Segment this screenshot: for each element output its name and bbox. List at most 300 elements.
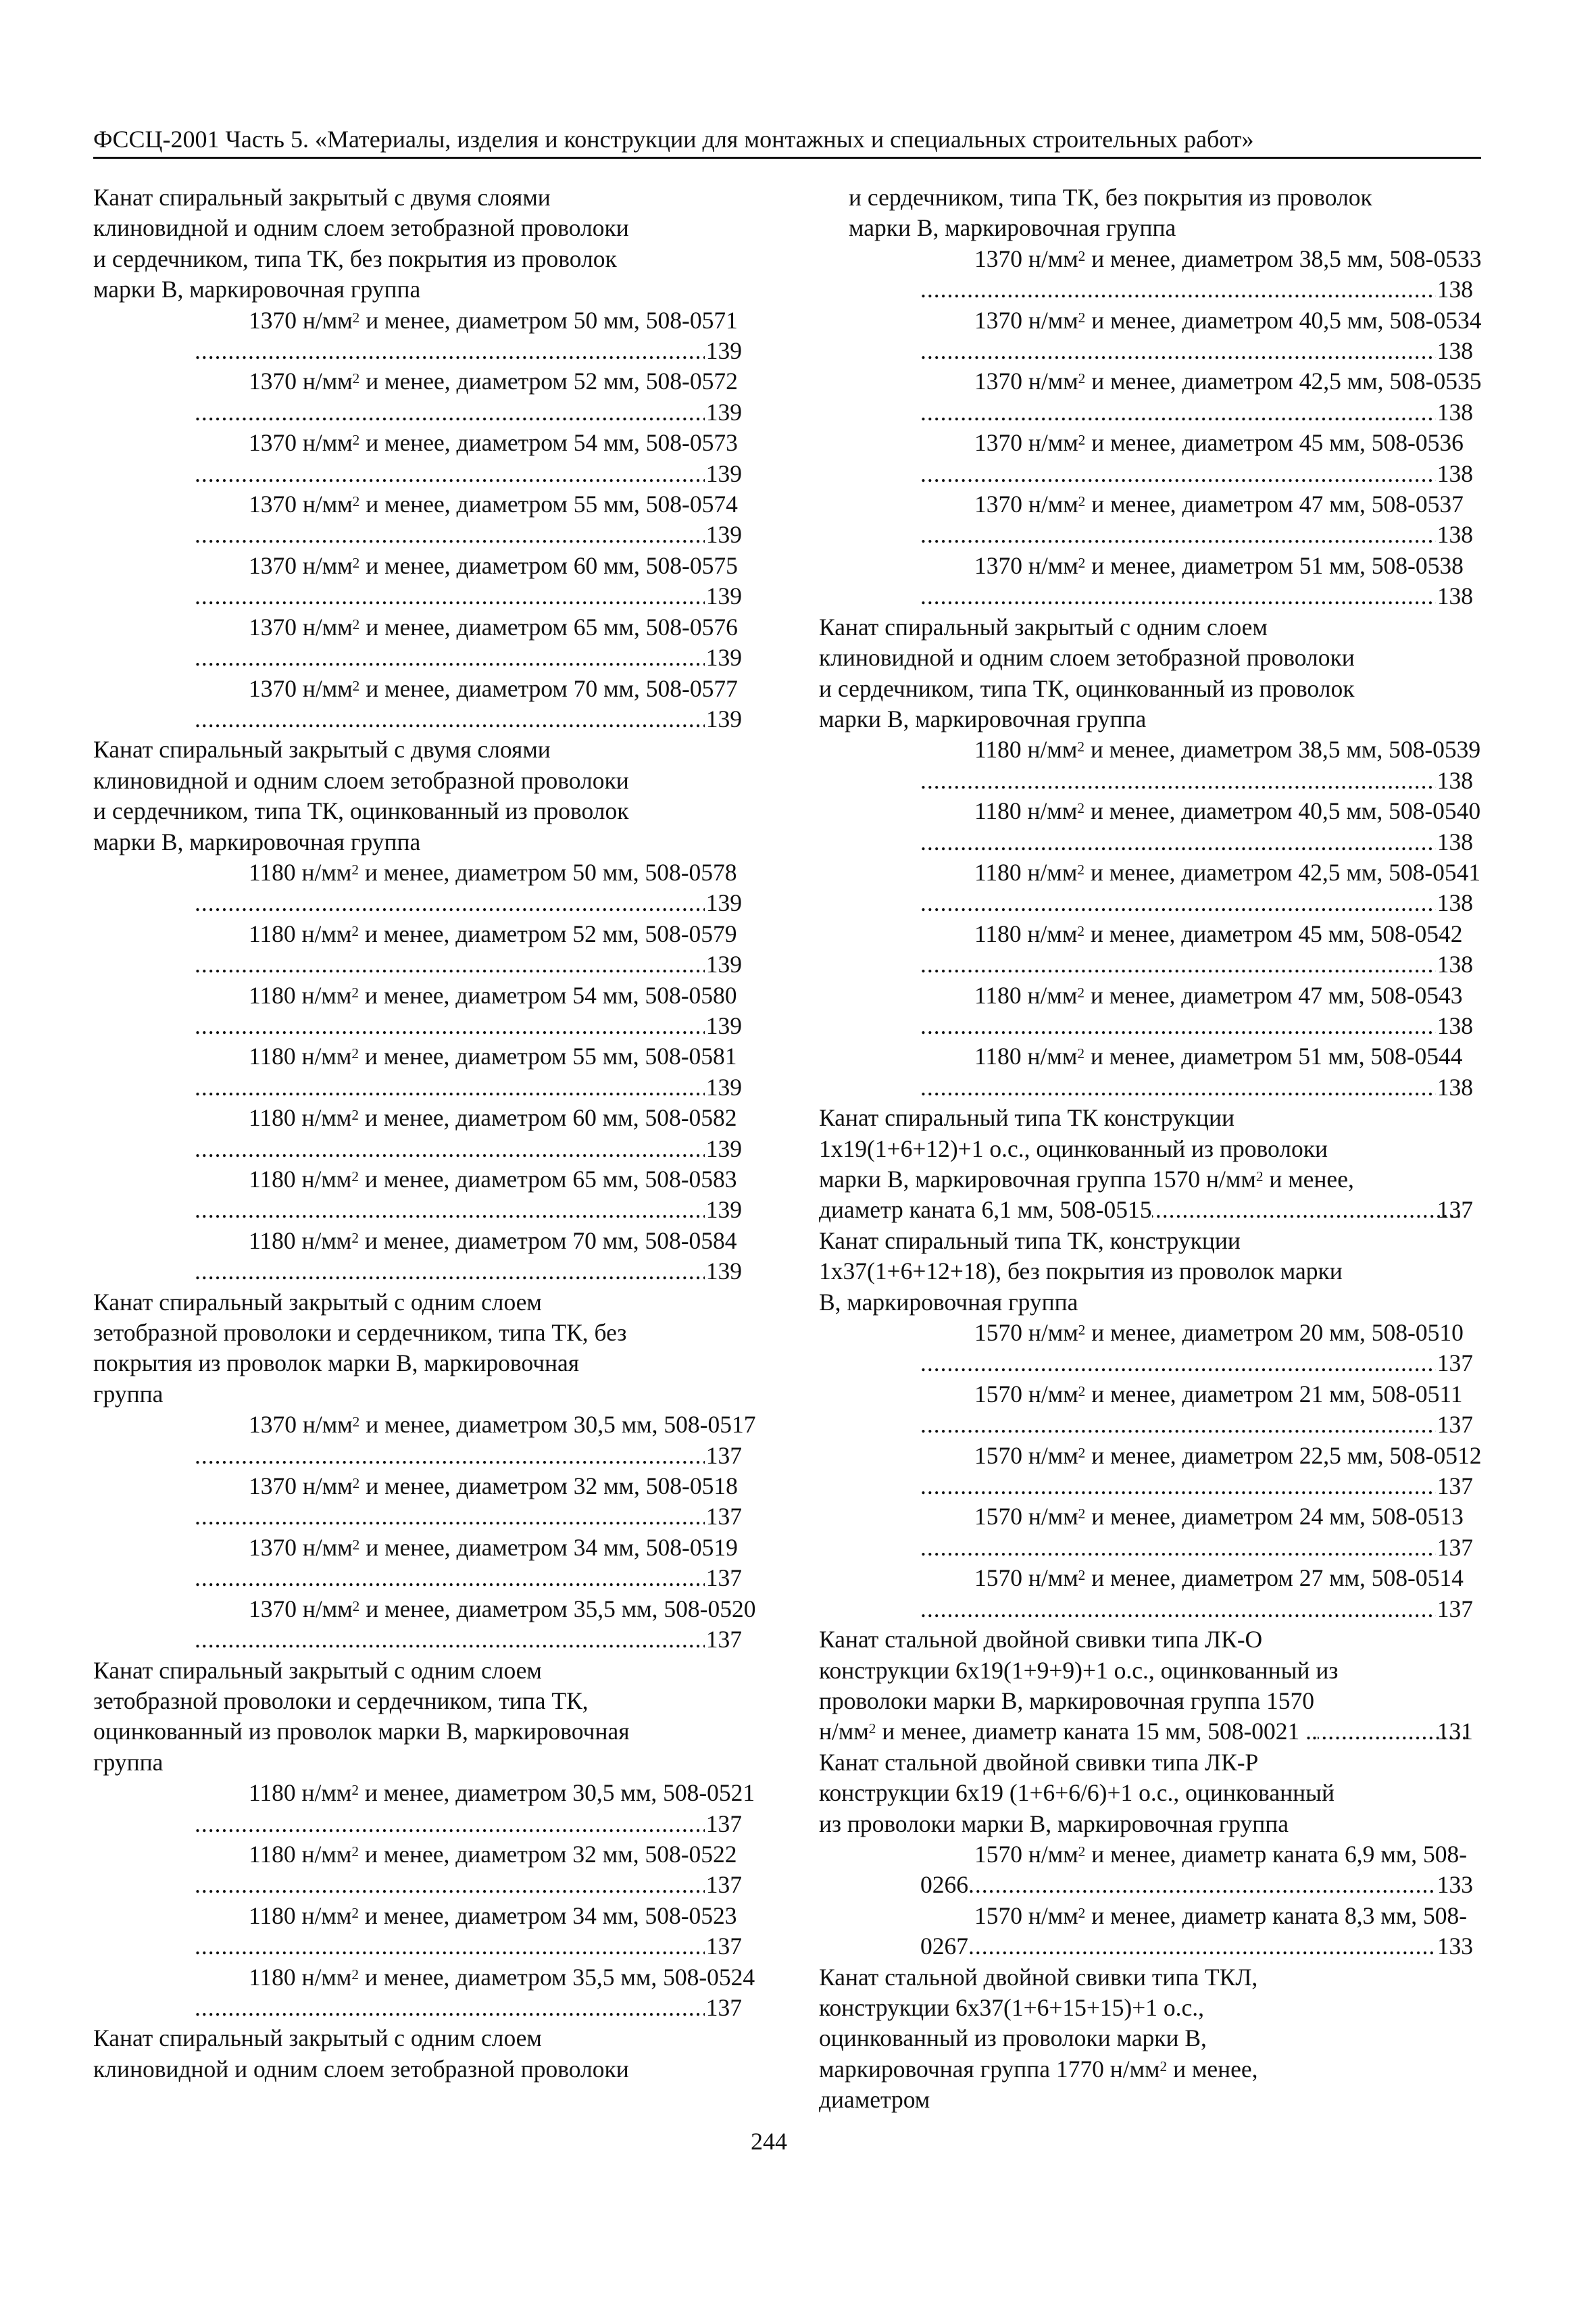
- heading-line: из проволоки марки В, маркировочная группа: [819, 1810, 1289, 1837]
- superscript-2: 2: [352, 1475, 360, 1492]
- leader-dots: [920, 1011, 1436, 1041]
- entry-page-line: [920, 397, 1473, 428]
- superscript-2: 2: [352, 370, 360, 387]
- superscript-2: 2: [351, 922, 359, 939]
- entry-text: 1570 $н/мм^2$ и менее, диаметром 20 мм, 508-0510: [974, 1319, 1464, 1347]
- superscript-2: 2: [352, 432, 360, 449]
- entry-page-line: [195, 1072, 742, 1103]
- heading-line: конструкции 6x19 (1+6+6/6)+1 о.с., оцинкованный: [819, 1779, 1335, 1807]
- page-ref: 137: [705, 1993, 742, 2021]
- page-ref: 137: [705, 1810, 742, 1837]
- superscript-2: 2: [1078, 247, 1086, 264]
- entry-page-line: [195, 1993, 742, 2023]
- entry-text: 1570 $н/мм^2$ и менее, диаметром 24 мм, 508-0513: [974, 1503, 1464, 1530]
- leader-dots: [195, 1072, 705, 1103]
- entry-page-line: [920, 459, 1473, 489]
- list-item: [819, 735, 1481, 796]
- list-item: [819, 551, 1473, 612]
- heading-line: марки В, маркировочная группа: [819, 705, 1147, 732]
- entry-text: 1370 $н/мм^2$ и менее, диаметром 55 мм, 508-0574: [249, 491, 738, 518]
- page-ref: 137: [1437, 1411, 1473, 1439]
- page-ref: 138: [1437, 1012, 1473, 1039]
- section-heading: [93, 182, 742, 305]
- superscript-2: 2: [1078, 432, 1086, 449]
- entry-page-line: [195, 1870, 742, 1900]
- superscript-2: 2: [352, 1597, 360, 1614]
- entry-text: 1370 $н/мм^2$ и менее, диаметром 38,5 мм, 508-0533: [974, 245, 1482, 272]
- page-ref: 138: [1437, 766, 1473, 794]
- entry-code-cont: 0266: [920, 1871, 968, 1899]
- list-item: [819, 1441, 1482, 1502]
- superscript-2: 2: [351, 861, 359, 878]
- entry-text: 1180 $н/мм^2$ и менее, диаметром 38,5 мм, 508-0539: [974, 736, 1481, 764]
- section-heading: [819, 1103, 1473, 1226]
- page-ref: 131: [1437, 1718, 1473, 1745]
- entry-page-line: [920, 1348, 1473, 1378]
- page-ref: 139: [705, 644, 742, 672]
- superscript-2: 2: [1078, 309, 1086, 326]
- heading-line: и сердечником, типа ТК, оцинкованный из проволок: [819, 674, 1355, 702]
- leader-dots: [1152, 1195, 1466, 1225]
- entry-text: 1570 $н/мм^2$ и менее, диаметр каната 6,9 мм, 508-: [974, 1840, 1468, 1868]
- leader-dots: [920, 766, 1436, 796]
- list-item: [819, 1839, 1473, 1901]
- list-item: [93, 1041, 742, 1103]
- list-item: [93, 1226, 742, 1287]
- entry-page-line: [920, 766, 1473, 796]
- page-number: 244: [751, 2128, 787, 2155]
- entry-text: 1180 $н/мм^2$ и менее, диаметром 30,5 мм, 508-0521: [249, 1779, 755, 1807]
- leader-dots: [920, 1410, 1436, 1440]
- section-heading: [819, 1624, 1473, 1747]
- entry-text: 1370 $н/мм^2$ и менее, диаметром 52 мм, 508-0572: [249, 368, 738, 395]
- superscript-2: 2: [352, 1414, 360, 1430]
- leader-dots: [920, 1471, 1436, 1501]
- heading-line: марки В, маркировочная группа: [849, 214, 1176, 242]
- leader-dots: [920, 459, 1436, 489]
- heading-line: клиновидной и одним слоем зетобразной проволоки: [93, 766, 629, 794]
- page-ref: 137: [1437, 1196, 1473, 1224]
- page-ref: 138: [1437, 951, 1473, 978]
- superscript-2: 2: [352, 677, 360, 694]
- list-item: [93, 1533, 742, 1594]
- entry-page-line: [195, 1931, 742, 1962]
- leader-dots: [195, 704, 705, 735]
- superscript-2: 2: [351, 984, 359, 1001]
- entry-page-line: [195, 581, 742, 612]
- page-ref: 139: [705, 705, 742, 732]
- entry-page-line: [195, 888, 742, 918]
- page-ref: 138: [1437, 276, 1473, 303]
- list-item: [819, 980, 1473, 1042]
- entry-page-line: [195, 1501, 742, 1532]
- heading-line: зетобразной проволоки и сердечником, типа ТК, без: [93, 1319, 627, 1347]
- entry-page-line: [920, 949, 1473, 980]
- page-ref: 138: [1437, 828, 1473, 855]
- list-item: [819, 1041, 1473, 1103]
- heading-line: и сердечником, типа ТК, без покрытия из проволок: [93, 245, 617, 272]
- list-item: [93, 305, 742, 367]
- page-ref: 138: [1437, 459, 1473, 487]
- superscript-2: 2: [351, 1966, 359, 1983]
- entry-page-line: [920, 520, 1473, 550]
- superscript-2: 2: [351, 1107, 359, 1124]
- section-heading: [819, 612, 1473, 735]
- superscript-2: 2: [351, 1843, 359, 1860]
- list-item: [93, 1839, 742, 1901]
- entry-page-line: [195, 1441, 742, 1471]
- page-ref: 137: [705, 1503, 742, 1530]
- leader-dots: [920, 888, 1436, 918]
- entry-page-line: [195, 520, 742, 550]
- page-ref: 137: [1437, 1595, 1473, 1622]
- page-ref: 137: [705, 1441, 742, 1469]
- entry-text: 1180 $н/мм^2$ и менее, диаметром 65 мм, 508-0583: [249, 1166, 737, 1193]
- leader-dots: [195, 1195, 705, 1225]
- page-ref: 139: [705, 398, 742, 426]
- left-column: [93, 182, 756, 2085]
- leader-dots: [195, 581, 705, 612]
- leader-dots: [195, 520, 705, 550]
- entry-text: 1180 $н/мм^2$ и менее, диаметром 54 мм, 508-0580: [249, 981, 737, 1009]
- entry-page-line: [195, 1195, 742, 1225]
- list-item: [93, 1471, 742, 1533]
- superscript-2: 2: [1159, 2058, 1168, 2074]
- heading-line: проволоки марки В, маркировочная группа 1570: [819, 1687, 1315, 1714]
- list-item: [93, 1778, 755, 1839]
- list-item: [819, 1901, 1473, 1962]
- heading-line: Канат спиральный закрытый с одним слоем: [93, 1656, 542, 1684]
- leader-dots: [195, 643, 705, 673]
- superscript-2: 2: [352, 309, 360, 326]
- heading-line-with-page: [819, 1716, 1473, 1747]
- entry-text: 1180 $н/мм^2$ и менее, диаметром 60 мм, 508-0582: [249, 1104, 737, 1132]
- entry-page-line: [920, 827, 1473, 857]
- heading-line: Канат спиральный закрытый с одним слоем: [819, 613, 1268, 641]
- list-item: [819, 1379, 1473, 1441]
- entry-page-line: [195, 1134, 742, 1164]
- heading-line: маркировочная группа 1770 $н/мм^2$ и менее,: [819, 2055, 1258, 2083]
- leader-dots: [195, 1256, 705, 1287]
- entry-page-line: [920, 1870, 1473, 1900]
- leader-dots: [195, 1809, 705, 1839]
- entry-text: 1180 $н/мм^2$ и менее, диаметром 52 мм, 508-0579: [249, 920, 737, 947]
- heading-line: Канат спиральный типа ТК, конструкции: [819, 1226, 1241, 1254]
- superscript-2: 2: [352, 554, 360, 571]
- entry-page-line: [195, 949, 742, 980]
- list-item: [93, 428, 742, 489]
- entry-page-line: [195, 643, 742, 673]
- leader-dots: [920, 949, 1436, 980]
- entry-text: 1370 $н/мм^2$ и менее, диаметром 60 мм, 508-0575: [249, 551, 738, 579]
- superscript-2: 2: [1078, 1444, 1086, 1461]
- entry-text: 1570 $н/мм^2$ и менее, диаметр каната 8,3 мм, 508-: [974, 1901, 1468, 1929]
- leader-dots: [920, 1072, 1436, 1103]
- entry-text: 1370 $н/мм^2$ и менее, диаметром 35,5 мм, 508-0520: [249, 1595, 756, 1622]
- page-ref: 139: [705, 951, 742, 978]
- leader-dots: [195, 1931, 705, 1962]
- heading-line: клиновидной и одним слоем зетобразной проволоки: [93, 2055, 629, 2083]
- entry-page-line: [920, 274, 1473, 305]
- heading-line: клиновидной и одним слоем зетобразной проволоки: [819, 644, 1355, 672]
- entry-text: 1370 $н/мм^2$ и менее, диаметром 32 мм, 508-0518: [249, 1472, 738, 1500]
- list-item: [93, 1164, 742, 1226]
- page-ref: 139: [705, 1135, 742, 1162]
- leader-dots: [195, 1441, 705, 1471]
- entry-text: 1180 $н/мм^2$ и менее, диаметром 70 мм, 508-0584: [249, 1226, 737, 1254]
- page-ref: 139: [705, 889, 742, 917]
- leader-dots: [920, 827, 1436, 857]
- superscript-2: 2: [1078, 1322, 1086, 1339]
- list-item: [819, 366, 1482, 428]
- list-item: [819, 796, 1481, 857]
- entry-page-line: [920, 581, 1473, 612]
- heading-line: покрытия из проволок марки В, маркировочная: [93, 1349, 580, 1377]
- list-item: [93, 1103, 742, 1164]
- superscript-2: 2: [351, 1782, 359, 1799]
- heading-line: Канат стальной двойной свивки типа ЛК-О: [819, 1626, 1263, 1653]
- list-item: [819, 1318, 1473, 1379]
- entry-page-line: [920, 1410, 1473, 1440]
- leader-dots: [920, 520, 1436, 550]
- page-ref: 139: [705, 1258, 742, 1285]
- section-heading: [819, 1962, 1473, 2116]
- entry-page-line: [920, 1011, 1473, 1041]
- entry-text: 1370 $н/мм^2$ и менее, диаметром 54 мм, 508-0573: [249, 429, 738, 457]
- entry-text: 1370 $н/мм^2$ и менее, диаметром 40,5 мм, 508-0534: [974, 306, 1482, 334]
- leader-dots: [195, 1624, 705, 1655]
- leader-dots: [920, 581, 1436, 612]
- page-ref: 138: [1437, 889, 1473, 917]
- page-ref: 139: [705, 459, 742, 487]
- heading-line: Канат спиральный закрытый с двумя слоями: [93, 184, 551, 211]
- page-ref: 138: [1437, 1073, 1473, 1101]
- superscript-2: 2: [351, 1045, 359, 1062]
- entry-text: 1180 $н/мм^2$ и менее, диаметром 42,5 мм, 508-0541: [974, 858, 1481, 886]
- list-item: [819, 857, 1481, 919]
- superscript-2: 2: [352, 1536, 360, 1553]
- leader-dots: [920, 1533, 1436, 1563]
- entry-page-line: [920, 1594, 1473, 1624]
- heading-line: Канат спиральный закрытый с одним слоем: [93, 1288, 542, 1316]
- entry-text: 1370 $н/мм^2$ и менее, диаметром 45 мм, 508-0536: [974, 429, 1464, 457]
- heading-line: 1x19(1+6+12)+1 о.с., оцинкованный из проволоки: [819, 1135, 1328, 1162]
- entry-text: 1370 $н/мм^2$ и менее, диаметром 51 мм, 508-0538: [974, 551, 1464, 579]
- entry-page-line: [195, 1011, 742, 1041]
- entry-text: 1180 $н/мм^2$ и менее, диаметром 45 мм, 508-0542: [974, 920, 1463, 947]
- entry-text: 1570 $н/мм^2$ и менее, диаметром 27 мм, 508-0514: [974, 1564, 1464, 1592]
- heading-line: оцинкованный из проволок марки В, маркировочная: [93, 1718, 630, 1745]
- heading-line: зетобразной проволоки и сердечником, типа ТК,: [93, 1687, 589, 1714]
- heading-line: Канат спиральный закрытый с двумя слоями: [93, 736, 551, 764]
- entry-page-line: [195, 704, 742, 735]
- page-ref: 137: [705, 1871, 742, 1899]
- superscript-2: 2: [1078, 370, 1086, 387]
- superscript-2: 2: [1077, 800, 1085, 817]
- section-heading: [819, 182, 1473, 244]
- list-item: [93, 980, 742, 1042]
- superscript-2: 2: [1078, 1843, 1086, 1860]
- entry-text: 1370 $н/мм^2$ и менее, диаметром 65 мм, 508-0576: [249, 613, 738, 641]
- page-ref: 137: [1437, 1349, 1473, 1377]
- entry-page-line: [195, 336, 742, 366]
- list-item: [819, 1501, 1473, 1563]
- leader-dots: [195, 1134, 705, 1164]
- entry-page-line: [920, 336, 1473, 366]
- list-item: [93, 366, 742, 428]
- page-header: [93, 122, 1481, 159]
- list-item: [93, 551, 742, 612]
- entry-page-line: [195, 1809, 742, 1839]
- heading-line: марки В, маркировочная группа: [93, 828, 421, 855]
- heading-line-with-page: [819, 1195, 1473, 1225]
- superscript-2: 2: [352, 493, 360, 510]
- section-heading: [819, 1226, 1473, 1318]
- heading-line: группа: [93, 1380, 164, 1408]
- leader-dots: [195, 397, 705, 428]
- list-item: [93, 612, 742, 674]
- entry-code-cont: 0267: [920, 1933, 968, 1960]
- entry-page-line: [920, 1533, 1473, 1563]
- entry-page-line: [195, 459, 742, 489]
- entry-page-line: [920, 1072, 1473, 1103]
- entry-page-line: [195, 397, 742, 428]
- leader-dots: [195, 888, 705, 918]
- list-item: [93, 1901, 742, 1962]
- page-ref: 139: [705, 1012, 742, 1039]
- superscript-2: 2: [1077, 984, 1085, 1001]
- leader-dots: [195, 336, 705, 366]
- list-item: [819, 1563, 1473, 1624]
- heading-line: Канат стальной двойной свивки типа ЛК-Р: [819, 1748, 1259, 1776]
- heading-line: конструкции 6x19(1+9+9)+1 о.с., оцинкованный из: [819, 1656, 1339, 1684]
- page-ref: 139: [705, 337, 742, 365]
- entry-text: 1370 $н/мм^2$ и менее, диаметром 50 мм, 508-0571: [249, 306, 738, 334]
- leader-dots: [195, 1011, 705, 1041]
- superscript-2: 2: [868, 1720, 876, 1737]
- section-heading: [93, 735, 742, 857]
- list-item: [93, 919, 742, 980]
- superscript-2: 2: [1078, 1383, 1086, 1399]
- leader-dots: [920, 397, 1436, 428]
- header-title: ФССЦ-2001 Часть 5. «Материалы, изделия и конструкции для монтажных и специальных строительных работ»: [93, 126, 1254, 153]
- heading-line: и сердечником, типа ТК, оцинкованный из проволок: [93, 797, 629, 825]
- list-item: [819, 489, 1473, 551]
- entry-text: 1570 $н/мм^2$ и менее, диаметром 21 мм, 508-0511: [974, 1380, 1463, 1408]
- heading-tail-text: диаметр каната 6,1 мм, 508-0515: [819, 1196, 1152, 1224]
- heading-line: и сердечником, типа ТК, без покрытия из проволок: [849, 184, 1372, 211]
- entry-text: 1180 $н/мм^2$ и менее, диаметром 51 мм, 508-0544: [974, 1043, 1463, 1070]
- superscript-2: 2: [1255, 1168, 1264, 1185]
- heading-line: клиновидной и одним слоем зетобразной проволоки: [93, 214, 629, 242]
- heading-line: группа: [93, 1748, 164, 1776]
- page-ref: 137: [1437, 1533, 1473, 1561]
- entry-text: 1180 $н/мм^2$ и менее, диаметром 32 мм, 508-0522: [249, 1840, 737, 1868]
- list-item: [93, 1594, 756, 1656]
- list-item: [819, 919, 1473, 980]
- page-ref: 138: [1437, 398, 1473, 426]
- leader-dots: [195, 949, 705, 980]
- heading-line: конструкции 6x37(1+6+15+15)+1 о.с.,: [819, 1993, 1205, 2021]
- list-item: [93, 489, 742, 551]
- section-heading: [819, 1747, 1473, 1839]
- page-ref: 138: [1437, 337, 1473, 365]
- entry-text: 1370 $н/мм^2$ и менее, диаметром 47 мм, 508-0537: [974, 491, 1464, 518]
- leader-dots: [920, 336, 1436, 366]
- page-ref: 137: [705, 1626, 742, 1653]
- superscript-2: 2: [351, 1168, 359, 1185]
- heading-line: оцинкованный из проволоки марки В,: [819, 2024, 1207, 2052]
- entry-page-line: [920, 1471, 1473, 1501]
- leader-dots: [920, 1594, 1436, 1624]
- leader-dots: [195, 1501, 705, 1532]
- page-ref: 138: [1437, 582, 1473, 610]
- superscript-2: 2: [352, 616, 360, 632]
- list-item: [93, 1410, 756, 1471]
- heading-line: марки В, маркировочная группа: [93, 276, 421, 303]
- list-item: [93, 857, 742, 919]
- page-ref: 133: [1437, 1933, 1473, 1960]
- list-item: [93, 1962, 755, 2024]
- heading-line: Канат спиральный типа ТК конструкции: [819, 1104, 1235, 1132]
- entry-text: 1370 $н/мм^2$ и менее, диаметром 70 мм, 508-0577: [249, 674, 738, 702]
- page-ref: 139: [705, 521, 742, 549]
- entry-text: 1570 $н/мм^2$ и менее, диаметром 22,5 мм, 508-0512: [974, 1441, 1482, 1469]
- heading-line: марки В, маркировочная группа 1570 $н/мм^2$ и менее,: [819, 1166, 1354, 1193]
- superscript-2: 2: [1077, 739, 1085, 755]
- superscript-2: 2: [351, 1229, 359, 1246]
- entry-text: 1180 $н/мм^2$ и менее, диаметром 40,5 мм, 508-0540: [974, 797, 1481, 825]
- superscript-2: 2: [1078, 1904, 1086, 1921]
- superscript-2: 2: [1078, 1567, 1086, 1584]
- superscript-2: 2: [1078, 1505, 1086, 1522]
- page-ref: 139: [705, 582, 742, 610]
- leader-dots: [195, 1563, 705, 1593]
- leader-dots: [920, 274, 1436, 305]
- entry-page-line: [195, 1256, 742, 1287]
- heading-line: Канат стальной двойной свивки типа ТКЛ,: [819, 1963, 1258, 1991]
- leader-dots: [920, 1348, 1436, 1378]
- entry-page-line: [920, 1931, 1473, 1962]
- entry-page-line: [195, 1563, 742, 1593]
- superscript-2: 2: [1077, 922, 1085, 939]
- heading-tail-text: $н/мм^2$ и менее, диаметр каната 15 мм, 508-0021 ..: [819, 1718, 1318, 1745]
- page-ref: 138: [1437, 521, 1473, 549]
- superscript-2: 2: [1078, 554, 1086, 571]
- entry-page-line: [920, 888, 1473, 918]
- entry-text: 1370 $н/мм^2$ и менее, диаметром 34 мм, 508-0519: [249, 1533, 738, 1561]
- leader-dots: [195, 1870, 705, 1900]
- section-heading: [93, 1287, 742, 1410]
- entry-page-line: [195, 1624, 742, 1655]
- list-item: [93, 674, 742, 735]
- entry-text: 1180 $н/мм^2$ и менее, диаметром 50 мм, 508-0578: [249, 858, 737, 886]
- list-item: [819, 244, 1482, 305]
- section-heading: [93, 1656, 742, 1778]
- list-item: [819, 428, 1473, 489]
- right-column: [819, 182, 1482, 2116]
- page-ref: 133: [1437, 1871, 1473, 1899]
- superscript-2: 2: [1078, 493, 1086, 510]
- page-ref: 139: [705, 1073, 742, 1101]
- page-ref: 139: [705, 1196, 742, 1224]
- entry-text: 1370 $н/мм^2$ и менее, диаметром 42,5 мм, 508-0535: [974, 368, 1482, 395]
- page-ref: 137: [705, 1933, 742, 1960]
- entry-text: 1180 $н/мм^2$ и менее, диаметром 34 мм, 508-0523: [249, 1901, 737, 1929]
- entry-text: 1180 $н/мм^2$ и менее, диаметром 55 мм, 508-0581: [249, 1043, 737, 1070]
- leader-dots: [195, 459, 705, 489]
- entry-text: 1180 $н/мм^2$ и менее, диаметром 35,5 мм, 508-0524: [249, 1963, 755, 1991]
